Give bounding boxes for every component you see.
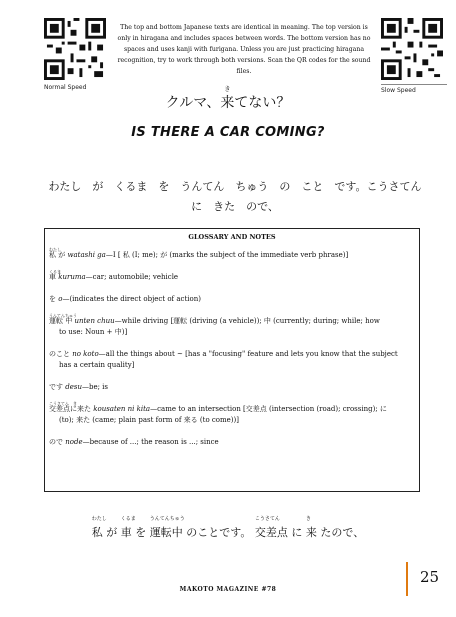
glossary-reading: o (58, 295, 63, 303)
kanji-segment (254, 516, 288, 540)
kanji-segment-text: に (291, 526, 303, 539)
glossary-definition: —car; automobile; vehicle (85, 273, 179, 281)
glossary-term-text: のこと (49, 350, 70, 358)
glossary-term (49, 349, 70, 360)
title-jp-before: クルマ、 (165, 95, 221, 111)
glossary-heading: GLOSSARY AND NOTES (188, 233, 276, 241)
glossary-term (49, 269, 61, 283)
glossary-definition: —because of ...; the reason is ...; since (82, 438, 219, 446)
kanji-segment-text: たので、 (320, 526, 365, 539)
title-english: IS THERE A CAR COMING? (131, 125, 325, 140)
title-jp-after: てない？ (234, 95, 291, 111)
qr-code-icon (44, 18, 106, 80)
kanji-text (0, 516, 456, 540)
glossary-definition-cont: to use: Noun + 中)] (59, 328, 128, 336)
glossary-entry (49, 311, 415, 338)
glossary-term (49, 437, 63, 448)
glossary-definition: —all the things about ~ [has a "focusing" feature and lets you know that the subject (98, 350, 398, 358)
kanji-segment-text: のことです。 (186, 526, 252, 539)
glossary-reading: watashi ga (67, 251, 106, 259)
glossary-reading: node (65, 438, 83, 446)
kanji-segment-text: 車 (120, 526, 132, 539)
glossary-definition-cont: (to); 来た (came; plain past form of 来る (to come))] (59, 416, 239, 424)
page-number: 25 (420, 568, 440, 586)
kanji-segment (120, 516, 136, 540)
glossary-term-text: です (49, 383, 63, 391)
glossary-entries (49, 245, 415, 448)
divider (381, 84, 447, 85)
glossary-entry (49, 245, 415, 261)
glossary-term-text: を (49, 295, 56, 303)
glossary-term (49, 382, 63, 393)
glossary-definition: —(indicates the direct object of action) (62, 295, 201, 303)
kanji-segment (149, 516, 185, 540)
kanji-segment (91, 516, 107, 540)
glossary-term-text: 車 (49, 273, 56, 281)
glossary-term-text: 交差点に来た (49, 405, 91, 413)
kanji-segment-text: を (135, 526, 147, 539)
glossary-term-text: 運転 中 (49, 317, 73, 325)
kanji-segment-text: 交差点 (254, 526, 288, 539)
kanji-segment (320, 524, 364, 540)
glossary-entry (49, 267, 415, 283)
qr-code-normal-speed[interactable] (44, 18, 106, 80)
glossary-entry (49, 344, 415, 371)
hiragana-text: わたし が くるま を うんてん ちゅう の こと です。こうさてん に きた ので、 (48, 180, 433, 213)
kanji-segment-text: 私 (91, 526, 103, 539)
kanji-ruby: くるま (120, 516, 136, 522)
glossary-ruby: くるま (49, 269, 61, 274)
qr-label-normal: Normal Speed (44, 84, 87, 91)
kanji-ruby: こうさてん (254, 516, 280, 522)
glossary-reading: desu (65, 383, 82, 391)
glossary-term (49, 313, 77, 327)
glossary-term (49, 401, 91, 415)
kanji-segment-text: 運転中 (149, 526, 183, 539)
glossary-reading: no koto (72, 350, 99, 358)
kanji-segment (305, 516, 317, 540)
glossary-entry (49, 289, 415, 305)
kanji-segment (106, 524, 117, 540)
kanji-segment-text: が (106, 526, 118, 539)
glossary-reading: kousaten ni kita (93, 405, 151, 413)
glossary-term (49, 247, 66, 261)
qr-label-slow-text: Slow Speed (381, 87, 416, 94)
glossary-term (49, 294, 56, 305)
glossary-ruby: うんてんちゅう (49, 313, 77, 318)
glossary-entry (49, 432, 415, 448)
glossary-reading: kuruma (58, 273, 86, 281)
glossary-definition: —came to an intersection [交差点 (intersection (road); crossing); に (150, 405, 387, 413)
kanji-segment (186, 524, 251, 540)
glossary-reading: unten chuu (74, 317, 115, 325)
glossary-entry (49, 377, 415, 393)
glossary-ruby: わたし (49, 247, 61, 252)
kanji-segment (135, 524, 146, 540)
qr-code-slow-speed[interactable] (381, 18, 443, 80)
glossary-entry (49, 399, 415, 426)
kanji-ruby: うんてんちゅう (149, 516, 185, 522)
glossary-definition: —be; is (81, 383, 109, 391)
title-jp-ruby: き (224, 86, 231, 93)
glossary-definition: —while driving [運転 (driving (a vehicle)); 中 (currently; during; while; how (114, 317, 380, 325)
kanji-segment (291, 524, 302, 540)
title-jp-kanji-text: 来 (220, 95, 235, 111)
glossary-box (44, 228, 420, 492)
glossary-term-text: 私 が (49, 251, 66, 259)
glossary-term-text: ので (49, 438, 63, 446)
kanji-ruby: わたし (91, 516, 107, 522)
glossary-definition-cont: has a certain quality] (59, 361, 135, 369)
kanji-segment-text: 来 (305, 526, 317, 539)
kanji-ruby: き (305, 516, 311, 522)
title-jp-kanji (220, 86, 235, 112)
magazine-footer: MAKOTO MAGAZINE #78 (179, 586, 277, 593)
glossary-ruby: こうさてん き (49, 401, 77, 406)
intro-text: The top and bottom Japanese texts are identical in meaning. The top version is only in hiragana and includes spaces between words. The bottom version has no spaces and uses kanji with furigana. Unless you are just practicing hiragana recognition, try to work through both versions. Scan the QR codes for the sound files. (117, 24, 371, 75)
glossary-definition: —I [ 私 (I; me); が (marks the subject of the immediate verb phrase)] (105, 251, 349, 259)
qr-code-icon (381, 18, 443, 80)
